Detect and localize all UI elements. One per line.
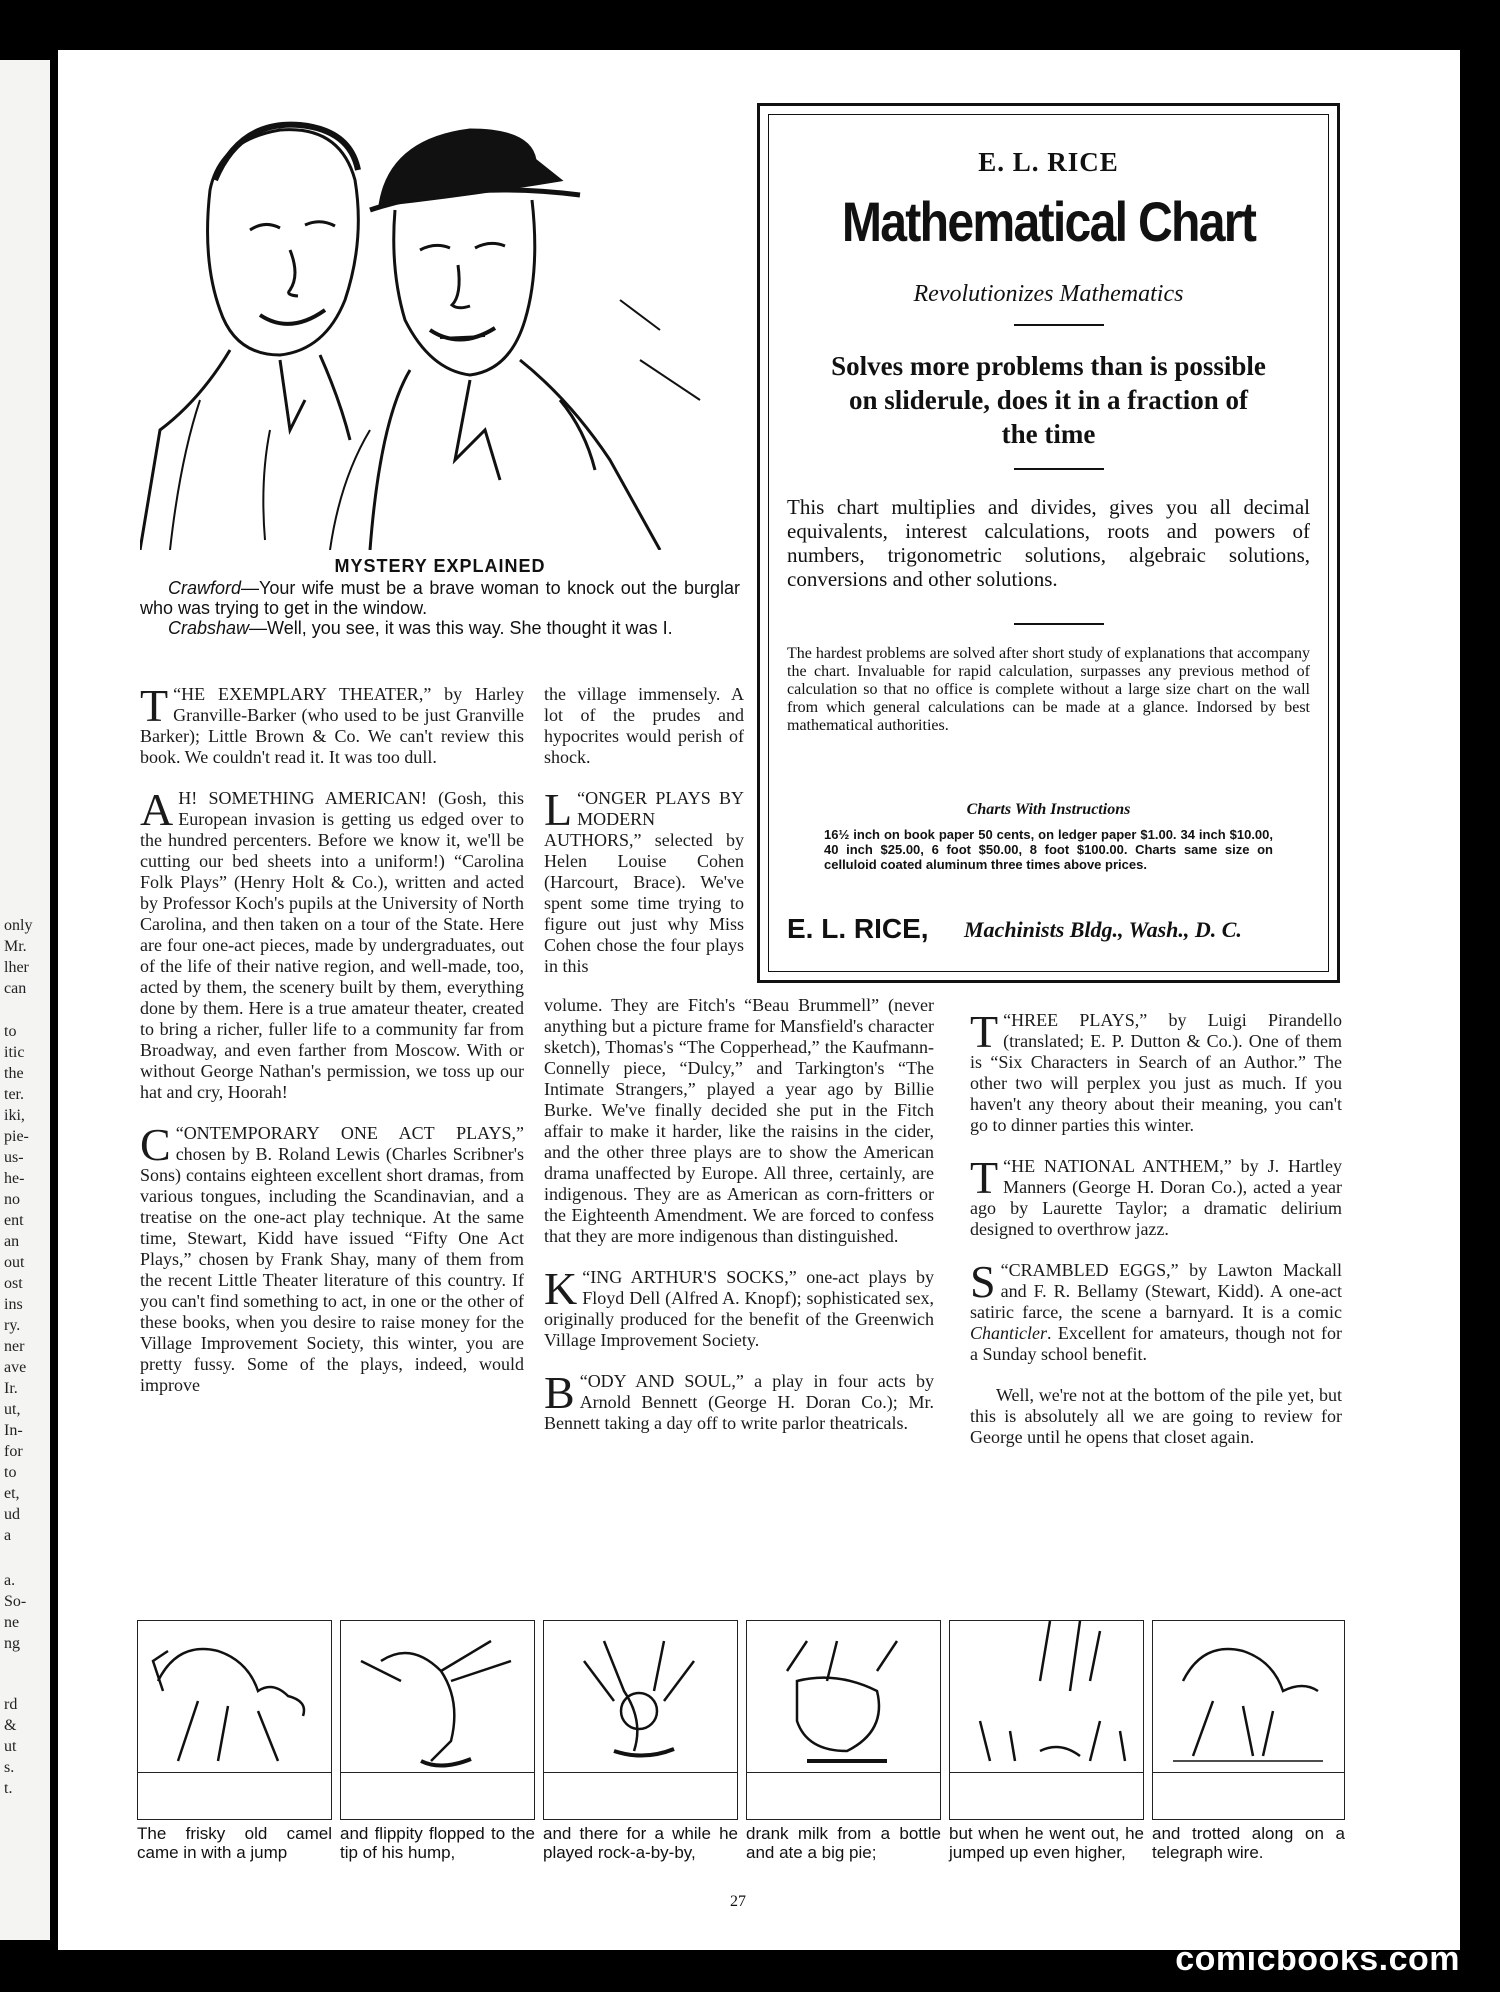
open-quote: “ (1000, 1260, 1009, 1280)
strip-caption-2: and flippity flopped to the tip of his hump, (340, 1824, 535, 1862)
open-quote: “ (173, 684, 182, 704)
column-1 (140, 680, 524, 1416)
facing-page-fragment: a (4, 1527, 12, 1544)
facing-page-fragment: for (4, 1443, 23, 1460)
camel-drawing-1 (138, 1621, 330, 1771)
strip-caption-4: drank milk from a bottle and ate a big pie; (746, 1824, 941, 1862)
drop-cap: C (140, 1119, 171, 1170)
facing-page-fragment: ner (4, 1338, 25, 1355)
facing-page-edge (0, 60, 50, 1940)
review-something-american (140, 784, 524, 1103)
review-three-plays (970, 1006, 1342, 1136)
review-exemplary-theater (140, 680, 524, 768)
facing-page-fragment: ut, (4, 1401, 21, 1418)
review-italic: Chanticler (970, 1323, 1047, 1343)
review-title: ING ARTHUR'S SOCKS, (590, 1267, 789, 1287)
ad-fine-print: The hardest problems are solved after short study of explanations that accompany the chart. Invaluable for rapid calculation, surpasses any previous method of calculation so that no office is complete without a large size chart on the wall from which general calculations can be made at a glance. Indorsed by best mathematical authorities. (787, 645, 1310, 734)
camel-drawing-6 (1153, 1621, 1343, 1771)
review-title: ONTEMPORARY ONE ACT PLAYS, (183, 1123, 516, 1143)
ad-address: Machinists Bldg., Wash., D. C. (964, 917, 1242, 942)
strip-caption-box-6 (1153, 1772, 1344, 1819)
strip-caption-5: but when he went out, he jumped up even higher, (949, 1824, 1144, 1862)
review-title: HE NATIONAL ANTHEM, (1011, 1156, 1224, 1176)
facing-page-fragment: no (4, 1191, 20, 1208)
dialogue-text-2: —Well, you see, it was this way. She thought it was I. (249, 618, 673, 638)
drop-cap: K (544, 1263, 578, 1314)
facing-page-fragment: t. (4, 1780, 13, 1797)
column-3 (970, 1006, 1342, 1468)
facing-page-fragment: ost (4, 1275, 23, 1292)
facing-page-fragment: ter. (4, 1086, 24, 1103)
cartoon-illustration (140, 100, 740, 550)
facing-page-fragment: a. (4, 1572, 16, 1589)
facing-page-fragment: In- (4, 1422, 23, 1439)
facing-page-fragment: ng (4, 1635, 20, 1652)
facing-page-fragment: s. (4, 1759, 15, 1776)
ad-rule-1 (1014, 324, 1104, 326)
drop-cap: A (140, 784, 174, 835)
review-continued: the village immensely. A lot of the prudes and hypocrites would perish of shock. (544, 684, 744, 767)
camel-drawing-5 (950, 1621, 1142, 1771)
ad-brand-top: E. L. RICE (978, 147, 1119, 177)
drop-cap: S (970, 1256, 996, 1307)
strip-panel-4 (746, 1620, 941, 1820)
ad-headline: Mathematical Chart (841, 190, 1256, 253)
facing-page-fragment: the (4, 1065, 24, 1082)
speaker-crabshaw: Crabshaw (168, 618, 250, 638)
strip-panel-2 (340, 1620, 535, 1820)
strip-panel-5 (949, 1620, 1144, 1820)
cartoon-caption (140, 556, 740, 638)
facing-page-fragment: an (4, 1233, 20, 1250)
review-body-and-soul (544, 1367, 934, 1434)
review-national-anthem (970, 1152, 1342, 1240)
ad-tagline: Revolutionizes Mathematics (913, 281, 1184, 307)
drop-cap: T (140, 680, 169, 731)
strip-panel-6 (1152, 1620, 1345, 1820)
review-body: ” selected by Helen Louise Cohen (Harcourt, Brace). We've spent some time trying to figure out just why Miss Cohen chose the four plays in this (544, 830, 744, 976)
review-body: ” by J. Hartley Manners (George H. Doran Co.), acted a year ago by Laurette Taylor; a dramatic delirium designed to overthrow jazz. (970, 1156, 1342, 1239)
facing-page-fragment: et, (4, 1485, 20, 1502)
facing-page-fragment: Mr. (4, 938, 27, 955)
column-2-bottom (544, 995, 934, 1454)
facing-page-fragment: iki, (4, 1107, 25, 1124)
dialogue-text-1: —Your wife must be a brave woman to knock out the burglar who was trying to get in the window. (140, 578, 740, 618)
facing-page-fragment: lher (4, 959, 29, 976)
speaker-crawford: Crawford (168, 578, 242, 598)
review-title: CRAMBLED EGGS, (1008, 1260, 1171, 1280)
drop-cap: L (544, 784, 573, 835)
drop-cap: T (970, 1006, 999, 1057)
ad-claim: Solves more problems than is possible on sliderule, does it in a fraction of the time (831, 351, 1266, 449)
camel-drawing-3 (544, 1621, 736, 1771)
strip-panel-3 (543, 1620, 738, 1820)
facing-page-fragment: can (4, 980, 27, 997)
strip-caption-box-5 (950, 1772, 1143, 1819)
facing-page-fragment: ry. (4, 1317, 21, 1334)
rice-chart-advertisement (757, 103, 1340, 983)
column-2-top (544, 684, 744, 997)
facing-page-fragment: to (4, 1023, 17, 1040)
review-body: ” chosen by B. Roland Lewis (Charles Scribner's Sons) contains eighteen excellent short dramas, from various tongues, including the Scandinavian, and a treatise on the one-act play technique. At the same time, Stewart, Kidd have issued “Fifty One Act Plays,” chosen by Frank Shay, many of them from the recent Little Theater literature of this country. If you can't find something to act, in one or the other of these books, when you desire to raise money for the Village Improvement Society, this winter, you are pretty fussy. Some of the plays, indeed, would improve (140, 1123, 524, 1395)
strip-caption-box-1 (138, 1772, 331, 1819)
strip-caption-box-4 (747, 1772, 940, 1819)
open-quote: “ (579, 1371, 588, 1391)
review-king-arthurs-socks (544, 1263, 934, 1351)
facing-page-fragment: ent (4, 1212, 24, 1229)
facing-page-fragment: Ir. (4, 1380, 18, 1397)
review-body: ” a play in four acts by Arnold Bennett (George H. Doran Co.); Mr. Bennett taking a day off to write parlor theatricals. (544, 1371, 934, 1433)
facing-page-fragment: ud (4, 1506, 20, 1523)
strip-caption-3: and there for a while he played rock-a-by-by, (543, 1824, 738, 1862)
facing-page-fragment: ave (4, 1359, 27, 1376)
open-quote: “ (1003, 1010, 1012, 1030)
facing-page-fragment: to (4, 1464, 17, 1481)
review-body: (Gosh, this European invasion is getting us edged over to the hundred percenters. Before we know it, we'll be cutting our bed sheets into a uniform!) “Carolina Folk Plays” (Henry Holt & Co.), written and acted by Professor Koch's pupils at the University of North Carolina, and then taken on a tour of the State. Here are four one-act pieces, made by undergraduates, out of the life of their native region, and well-made, too, acted by them, the scenery built by them, everything done by them. Here is a true amateur theater, created to bring a richer, fuller life to a community far from Broadway, and even farther from Moscow. With or without George Nathan's permission, we toss up our hat and cry, Hoorah! (140, 788, 524, 1102)
review-body-end: . Excellent for amateurs, though not for a Sunday school benefit. (970, 1323, 1342, 1364)
page-number: 27 (730, 1893, 746, 1910)
open-quote: “ (582, 1267, 591, 1287)
ad-charts-title: Charts With Instructions (966, 801, 1131, 818)
cartoon-dialogue-1 (140, 578, 740, 618)
ad-rule-3 (1014, 623, 1104, 625)
facing-page-fragment: ne (4, 1614, 20, 1631)
facing-page-fragment: pie- (4, 1128, 29, 1145)
open-quote: “ (1003, 1156, 1012, 1176)
strip-caption-1: The frisky old camel came in with a jump (137, 1824, 332, 1862)
review-title: HREE PLAYS, (1011, 1010, 1140, 1030)
review-scrambled-eggs (970, 1256, 1342, 1365)
facing-page-fragment: ut (4, 1738, 17, 1755)
strip-caption-box-3 (544, 1772, 737, 1819)
facing-page-fragment: & (4, 1717, 17, 1734)
open-quote: “ (577, 788, 586, 808)
strip-caption-box-2 (341, 1772, 534, 1819)
ad-prices: 16½ inch on book paper 50 cents, on ledger paper $1.00. 34 inch $10.00, 40 inch $25.00, 6 foot $50.00, 8 foot $100.00. Charts same size on celluloid coated aluminum three times above prices. (824, 827, 1273, 872)
review-body: ” by Luigi Pirandello (translated; E. P. Dutton & Co.). One of them is “Six Characters in Search of an Author.” The other two will perplex you just as much. If you haven't any theory about their meaning, you can't go to dinner parties this winter. (970, 1010, 1342, 1135)
ad-inner-frame (768, 114, 1329, 972)
camel-drawing-2 (341, 1621, 533, 1771)
facing-page-fragment: us- (4, 1149, 24, 1166)
ad-description: This chart multiplies and divides, gives you all decimal equivalents, interest calculations, roots and powers of numbers, trigonometric solutions, algebraic solutions, conversions and other solutions. (787, 495, 1310, 591)
drop-cap: B (544, 1367, 575, 1418)
review-title: H! SOMETHING AMERICAN! (178, 788, 427, 808)
review-contemporary-plays (140, 1119, 524, 1396)
facing-page-fragment: only (4, 917, 33, 934)
review-body: ” by Lawton Mackall and F. R. Bellamy (Stewart, Kidd). A one-act satiric farce, the scene a barnyard. It is a comic (970, 1260, 1342, 1322)
open-quote: “ (175, 1123, 184, 1143)
ad-rule-2 (1014, 468, 1104, 470)
cartoon-title: MYSTERY EXPLAINED (334, 556, 546, 576)
cartoon-dialogue-2 (140, 618, 740, 638)
review-body: ” by Harley Granville-Barker (who used to be just Granville Barker); Little Brown & Co. We can't review this book. We couldn't read it. It was too dull. (140, 684, 524, 767)
ad-brand-bottom: E. L. RICE, (787, 913, 929, 944)
closing-paragraph: Well, we're not at the bottom of the pile yet, but this is absolutely all we are going to review for George until he opens that closet again. (970, 1385, 1342, 1447)
watermark: comicbooks.com (1175, 1940, 1460, 1978)
drop-cap: T (970, 1152, 999, 1203)
facing-page-fragment: itic (4, 1044, 25, 1061)
facing-page-fragment: So- (4, 1593, 27, 1610)
review-title: HE EXEMPLARY THEATER, (181, 684, 424, 704)
facing-page-fragment: ins (4, 1296, 23, 1313)
camel-drawing-4 (747, 1621, 939, 1771)
strip-panel-1 (137, 1620, 332, 1820)
review-longer-plays-cont: volume. They are Fitch's “Beau Brummell” (never anything but a picture frame for Mansfield's character sketch), Thomas's “The Copperhead,” the Kaufmann-Connelly piece, “Dulcy,” and Tarkington's “The Intimate Strangers,” played a year ago by Billie Burke. We've finally decided she put in the Fitch affair to make it harder, like the raisins in the cider, and the other three plays are to show the American drama unaffected by Europe. All three, certainly, are indigenous. They are as American as corn-fritters or the Eighteenth Amendment. We are forced to confess that they are more indigenous than distinguished. (544, 995, 934, 1246)
facing-page-fragment: out (4, 1254, 25, 1271)
review-longer-plays-start (544, 784, 744, 977)
review-body: ” one-act plays by Floyd Dell (Alfred A. Knopf); sophisticated sex, originally produced for the benefit of the Greenwich Village Improvement Society. (544, 1267, 934, 1350)
facing-page-fragment: he- (4, 1170, 25, 1187)
strip-caption-6: and trotted along on a telegraph wire. (1152, 1824, 1345, 1862)
review-title: ONGER PLAYS BY MODERN AUTHORS, (544, 788, 744, 850)
facing-page-fragment: rd (4, 1696, 18, 1713)
review-title: ODY AND SOUL, (587, 1371, 736, 1391)
